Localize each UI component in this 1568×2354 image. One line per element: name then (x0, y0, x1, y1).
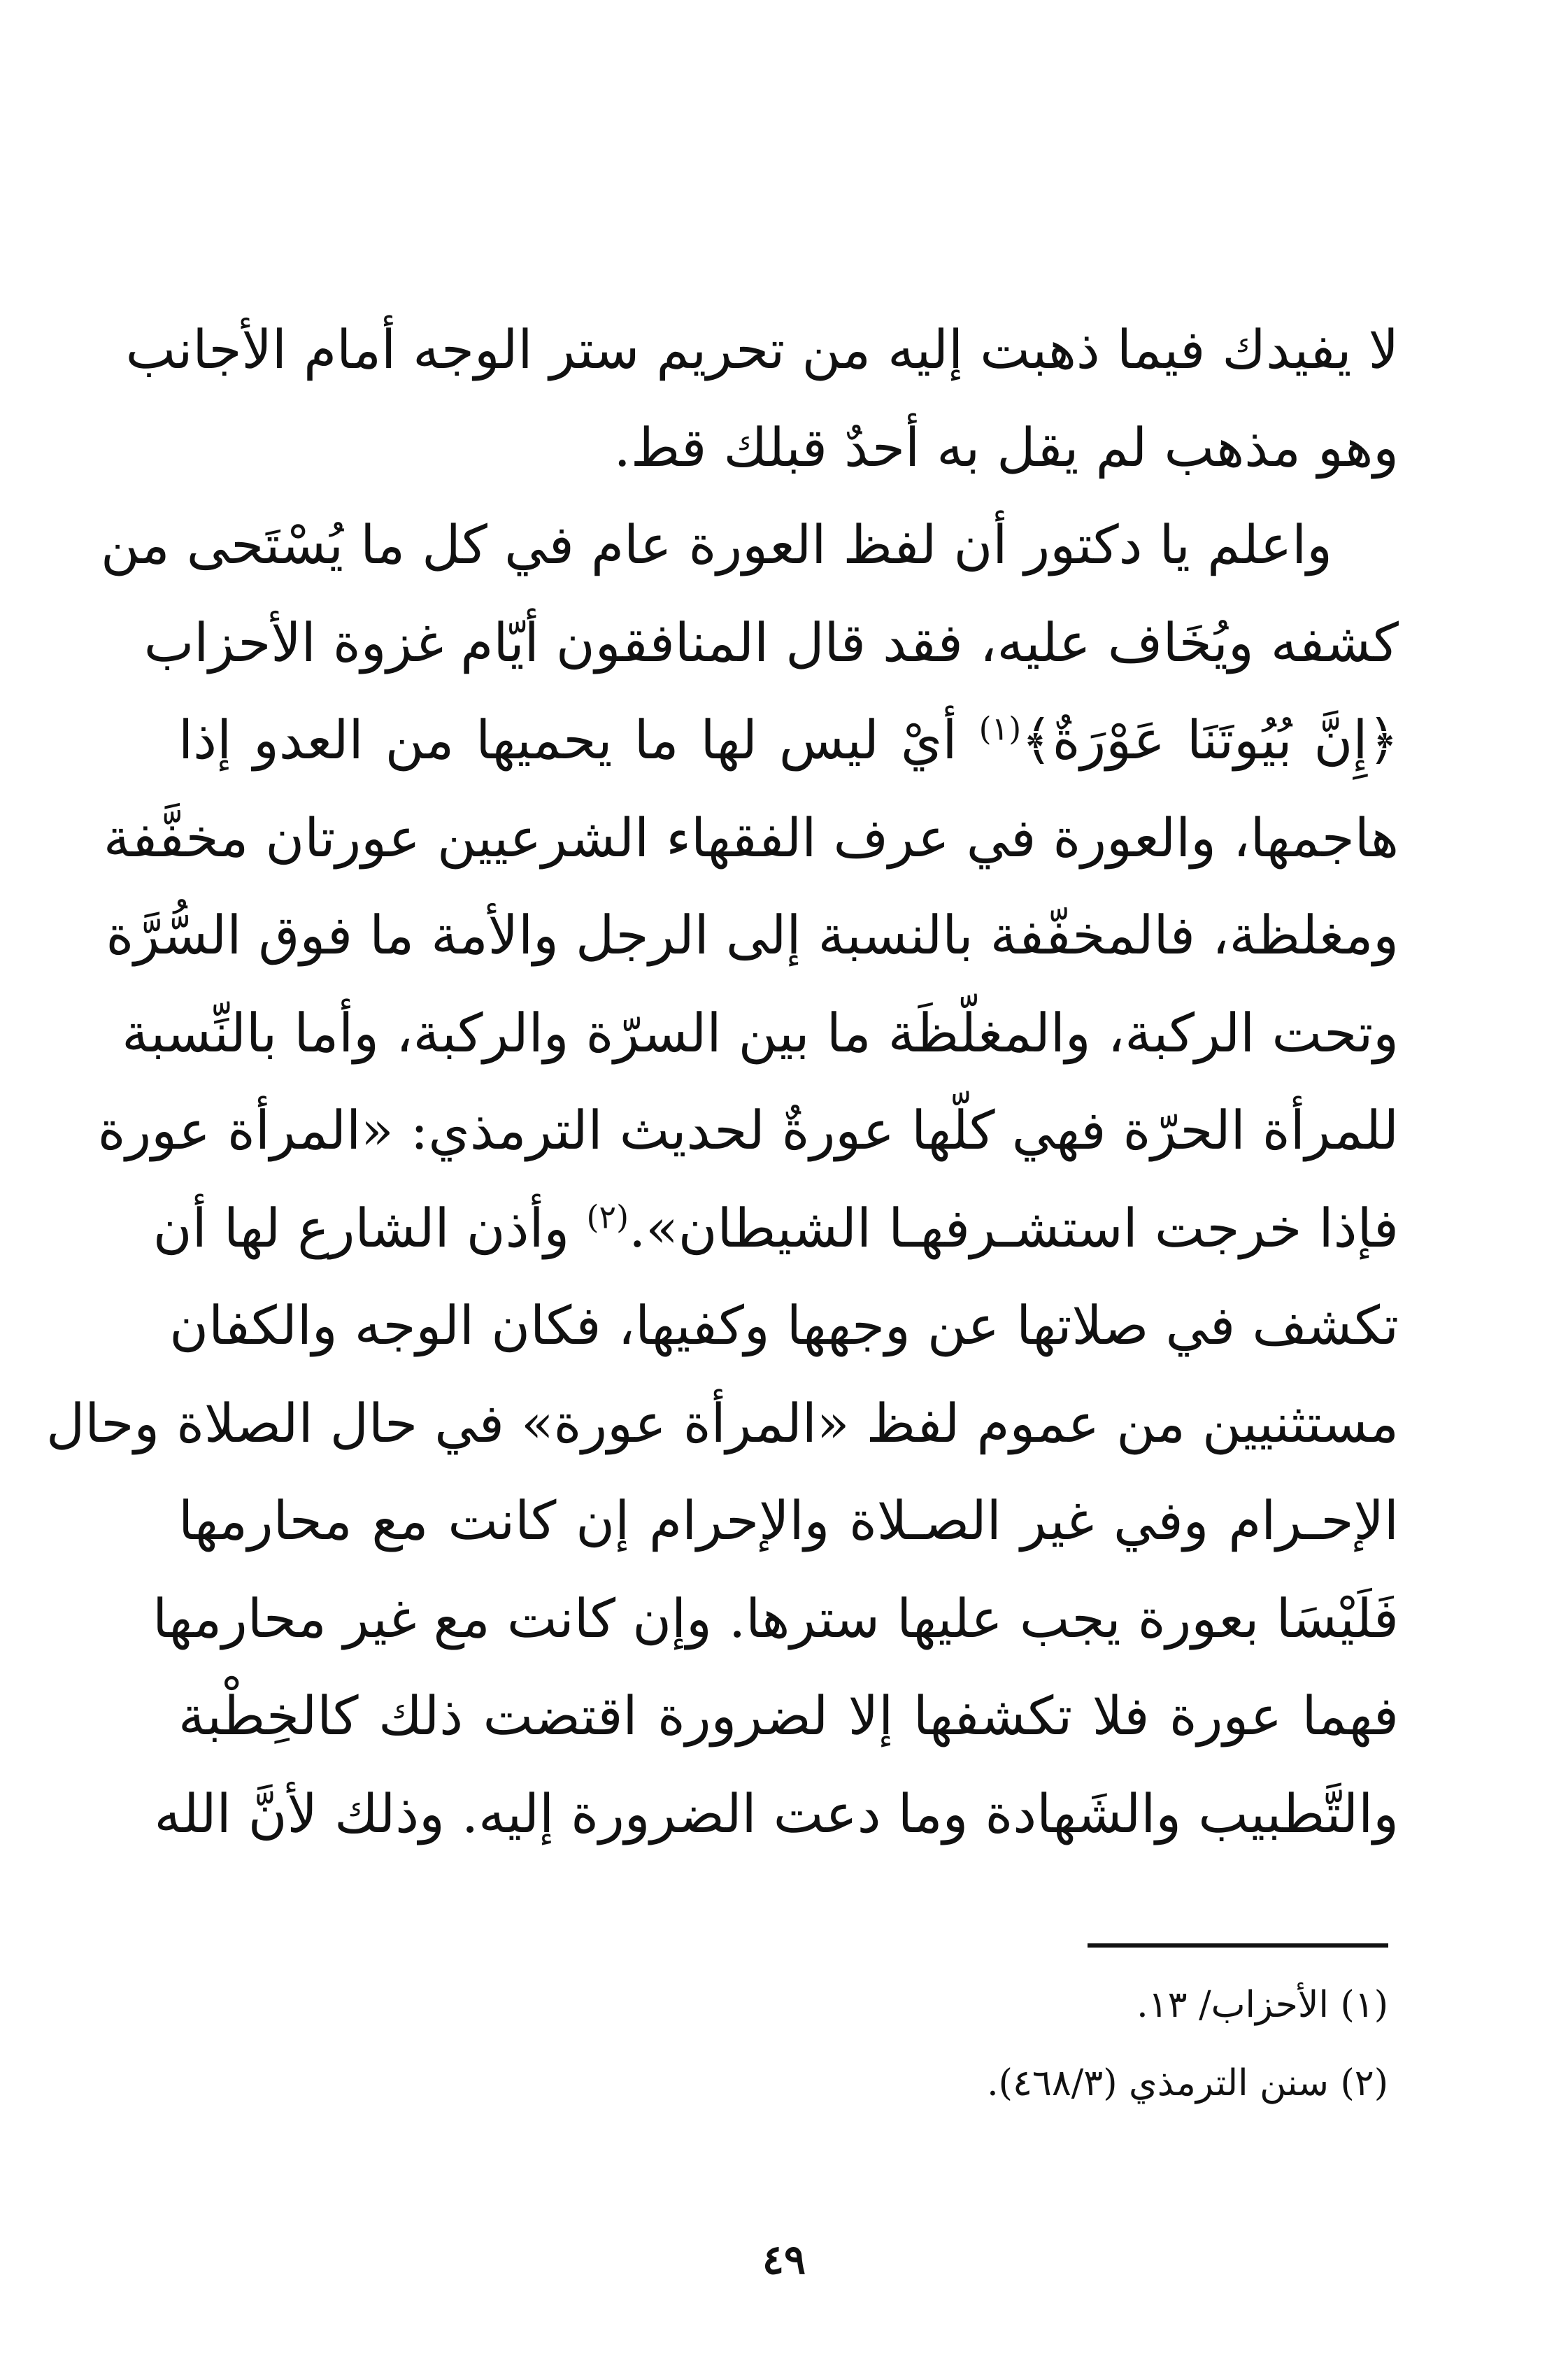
text-line: واعلم يا دكتور أن لفظ العورة عام في كل ما يُسْتَحى من (101, 513, 1332, 576)
footnote-divider (1088, 1943, 1388, 1948)
text-line: ومغلظة، فالمخفّفة بالنسبة إلى الرجل والأمة ما فوق السُّرَّة (106, 904, 1399, 966)
text-line: وتحت الركبة، والمغلّظَة ما بين السرّة والركبة، وأما بالنِّسبة (122, 1001, 1399, 1064)
text-line: مستثنيين من عموم لفظ «المرأة عورة» في حال الصلاة وحال (46, 1391, 1399, 1454)
text-line-with-footnote (178, 691, 1399, 789)
text-line: لا يفيدك فيما ذهبت إليه من تحريم ستر الوجه أمام الأجانب (125, 318, 1399, 381)
text-line: فَلَيْسَا بعورة يجب عليها سترها. وإن كانت مع غير محارمها (152, 1587, 1399, 1650)
text-line-with-footnote (152, 1179, 1399, 1277)
text-line: وهو مذهب لم يقل به أحدٌ قبلك قط. (613, 416, 1399, 478)
text-line: هاجمها، والعورة في عرف الفقهاء الشرعيين عورتان مخفَّفة (103, 806, 1399, 869)
text-line: الإحـرام وفي غير الصـلاة والإحرام إن كانت مع محارمها (178, 1489, 1399, 1552)
quran-quote: ﴿إِنَّ بُيُوتَنَا عَوْرَةٌ﴾ (1021, 709, 1399, 771)
footnote-ref-1: (١) (978, 709, 1022, 748)
footnote-1: (١) الأحزاب/ ١٣. (1136, 1984, 1388, 2026)
text-line: فهما عورة فلا تكشفها إلا لضرورة اقتضت ذلك كالخِطْبة (178, 1685, 1399, 1747)
text-line: للمرأة الحرّة فهي كلّها عورةٌ لحديث الترمذي: «المرأة عورة (97, 1099, 1399, 1161)
footnote-ref-2: (٢) (586, 1198, 629, 1236)
text-line: كشفه ويُخَاف عليه، فقد قال المنافقون أيّام غزوة الأحزاب (143, 611, 1399, 674)
text-segment: وأذن الشارع لها أن (152, 1196, 570, 1259)
page-number: ٤٩ (762, 2236, 806, 2283)
footnotes-block (769, 1966, 1388, 2122)
text-line: تكشف في صلاتها عن وجهها وكفيها، فكان الوجه والكفان (169, 1294, 1399, 1356)
main-text-block (46, 301, 1399, 1862)
text-line: والتَّطبيب والشَهادة وما دعت الضرورة إليه. وذلك لأنَّ الله (154, 1782, 1399, 1845)
footnote-2: (٢) سنن الترمذي (٤٦٨/٣). (987, 2062, 1388, 2104)
text-segment: أيْ ليس لها ما يحميها من العدو إذا (178, 709, 957, 771)
text-segment: فإذا خرجت استشـرفهـا الشيطان». (629, 1196, 1399, 1259)
